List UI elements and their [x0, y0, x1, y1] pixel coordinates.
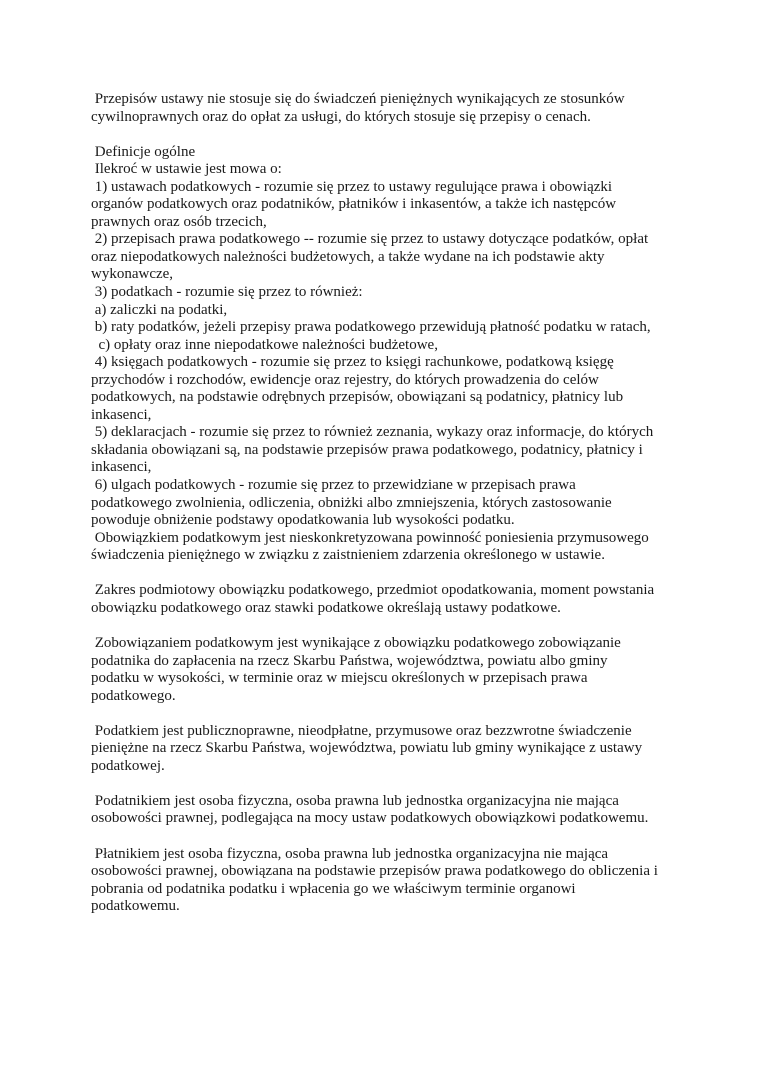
- text-line: oraz niepodatkowych należności budżetowych, a także wydane na ich podstawie akty: [91, 248, 605, 265]
- paragraph: [91, 723, 681, 776]
- paragraph-spacer: [91, 565, 681, 583]
- text-line: pobrania od podatnika podatku i wpłacenia go we właściwym terminie organowi: [91, 880, 576, 897]
- text-line: przychodów i rozchodów, ewidencje oraz rejestry, do których prowadzenia do celów: [91, 371, 599, 388]
- text-line: Zakres podmiotowy obowiązku podatkowego, przedmiot opodatkowania, moment powstania: [91, 582, 655, 599]
- text-line: podatkowych, na podstawie odrębnych przepisów, obowiązani są podatnicy, płatnicy lub: [91, 389, 624, 406]
- text-line: organów podatkowych oraz podatników, płatników i inkasentów, a także ich następców: [91, 196, 617, 213]
- text-line: Obowiązkiem podatkowym jest nieskonkretyzowana powinność poniesienia przymusowego: [91, 529, 649, 546]
- text-line: osobowości prawnej, podlegająca na mocy ustaw podatkowych obowiązkowi podatkowemu.: [91, 810, 649, 827]
- paragraph: [91, 846, 681, 916]
- text-line: podatkowemu.: [91, 898, 180, 915]
- text-line: pieniężne na rzecz Skarbu Państwa, województwa, powiatu lub gminy wynikające z ustawy: [91, 740, 643, 757]
- text-line: składania obowiązani są, na podstawie przepisów prawa podatkowego, podatnicy, płatnicy i: [91, 441, 643, 458]
- text-line: podatkowego zwolnienia, odliczenia, obniżki albo zmniejszenia, których zastosowanie: [91, 494, 612, 511]
- text-line: Definicje ogólne: [91, 143, 196, 160]
- text-line: Płatnikiem jest osoba fizyczna, osoba prawna lub jednostka organizacyjna nie mająca: [91, 845, 609, 862]
- paragraph: [91, 582, 681, 617]
- text-line: prawnych oraz osób trzecich,: [91, 213, 267, 230]
- text-line: podatku w wysokości, w terminie oraz w miejscu określonych w przepisach prawa: [91, 670, 588, 687]
- text-line: wykonawcze,: [91, 266, 174, 283]
- text-line: Zobowiązaniem podatkowym jest wynikające z obowiązku podatkowego zobowiązanie: [91, 634, 621, 651]
- paragraph: [91, 144, 681, 565]
- paragraph-spacer: [91, 126, 681, 144]
- text-line: 6) ulgach podatkowych - rozumie się przez to przewidziane w przepisach prawa: [91, 477, 576, 494]
- text-line: 5) deklaracjach - rozumie się przez to również zeznania, wykazy oraz informacje, do których: [91, 424, 654, 441]
- text-line: 3) podatkach - rozumie się przez to również:: [91, 284, 363, 301]
- text-line: inkasenci,: [91, 406, 152, 423]
- text-line: Ilekroć w ustawie jest mowa o:: [91, 161, 282, 178]
- text-line: powoduje obniżenie podstawy opodatkowania lub wysokości podatku.: [91, 512, 515, 529]
- text-line: obowiązku podatkowego oraz stawki podatkowe określają ustawy podatkowe.: [91, 599, 561, 616]
- document-body: [91, 91, 681, 916]
- text-line: inkasenci,: [91, 459, 152, 476]
- text-line: Przepisów ustawy nie stosuje się do świadczeń pieniężnych wynikających ze stosunków: [91, 91, 625, 107]
- text-line: Podatnikiem jest osoba fizyczna, osoba prawna lub jednostka organizacyjna nie mająca: [91, 792, 619, 809]
- text-line: cywilnoprawnych oraz do opłat za usługi, do których stosuje się przepisy o cenach.: [91, 108, 591, 125]
- text-line: a) zaliczki na podatki,: [91, 301, 228, 318]
- paragraph-spacer: [91, 705, 681, 723]
- text-line: b) raty podatków, jeżeli przepisy prawa podatkowego przewidują płatność podatku w ratach,: [91, 319, 651, 336]
- text-line: świadczenia pieniężnego w związku z zaistnieniem zdarzenia określonego w ustawie.: [91, 547, 605, 564]
- paragraph-spacer: [91, 828, 681, 846]
- text-line: podatnika do zapłacenia na rzecz Skarbu Państwa, województwa, powiatu albo gminy: [91, 652, 608, 669]
- text-line: Podatkiem jest publicznoprawne, nieodpłatne, przymusowe oraz bezzwrotne świadczenie: [91, 722, 632, 739]
- paragraph: [91, 793, 681, 828]
- paragraph-spacer: [91, 617, 681, 635]
- text-line: osobowości prawnej, obowiązana na podstawie przepisów prawa podatkowego do obliczenia i: [91, 863, 658, 880]
- paragraph: [91, 91, 681, 126]
- paragraph: [91, 635, 681, 705]
- paragraph-spacer: [91, 775, 681, 793]
- text-line: 2) przepisach prawa podatkowego -- rozumie się przez to ustawy dotyczące podatków, opłat: [91, 231, 649, 248]
- text-line: podatkowego.: [91, 687, 176, 704]
- text-line: podatkowej.: [91, 757, 165, 774]
- text-line: 1) ustawach podatkowych - rozumie się przez to ustawy regulujące prawa i obowiązki: [91, 178, 613, 195]
- text-line: c) opłaty oraz inne niepodatkowe należności budżetowe,: [91, 336, 438, 353]
- text-line: 4) księgach podatkowych - rozumie się przez to księgi rachunkowe, podatkową księgę: [91, 354, 614, 371]
